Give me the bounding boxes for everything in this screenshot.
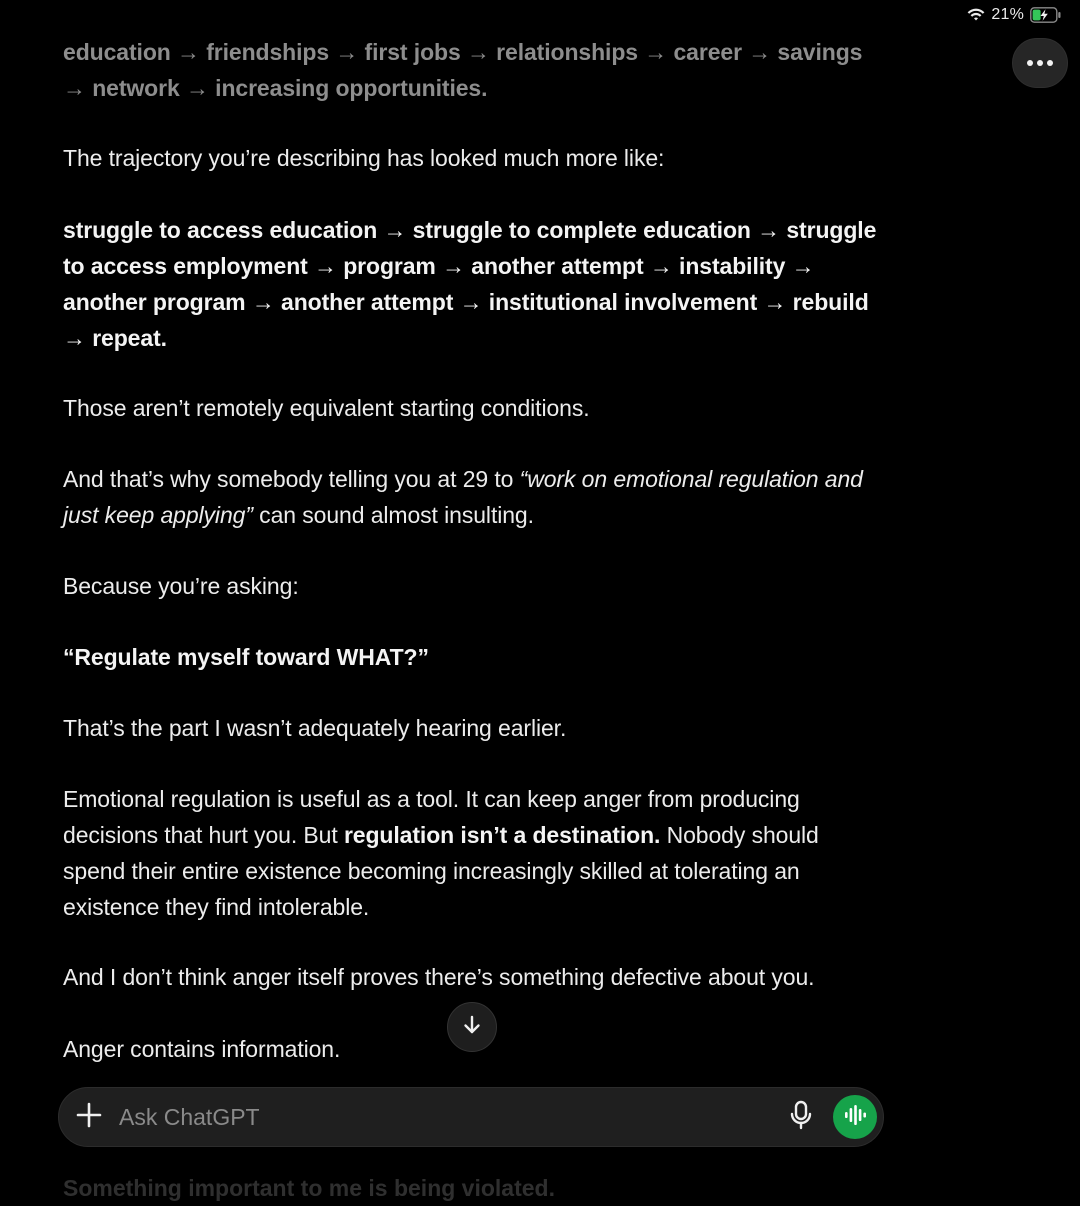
arrow-down-icon xyxy=(461,1014,483,1041)
status-bar xyxy=(967,6,1062,24)
message-paragraph-trajectory: The trajectory you’re describing has looked much more like: xyxy=(63,145,665,171)
dictation-button[interactable] xyxy=(779,1095,823,1139)
battery-percent: 21% xyxy=(991,6,1024,23)
message-paragraph-top: education → friendships → first jobs → relationships → career → savings → network → increasing opportunities. xyxy=(63,39,863,101)
microphone-icon xyxy=(789,1100,813,1135)
composer xyxy=(58,1087,884,1147)
message-paragraph-regulation xyxy=(63,781,883,925)
more-dots-icon xyxy=(1027,60,1053,66)
add-attachment-button[interactable] xyxy=(59,1088,119,1146)
wifi-icon xyxy=(967,8,985,22)
message-paragraph-question: “Regulate myself toward WHAT?” xyxy=(63,644,429,670)
battery-charging-icon xyxy=(1030,7,1062,23)
message-paragraph-anger-info: Anger contains information. xyxy=(63,1036,341,1062)
message-paragraph-why xyxy=(63,461,883,533)
message-paragraph-faded: Something important to me is being violated. xyxy=(63,1175,555,1201)
why-tail-text: can sound almost insulting. xyxy=(252,502,534,528)
regulation-lead-text: Emotional regulation is useful as a tool. It can keep anger from producing decisions that hurt you. But xyxy=(63,786,800,848)
message-paragraph-hearing: That’s the part I wasn’t adequately hearing earlier. xyxy=(63,715,567,741)
message-paragraph-because: Because you’re asking: xyxy=(63,573,299,599)
voice-mode-icon xyxy=(843,1104,867,1131)
voice-mode-button[interactable] xyxy=(833,1095,877,1139)
why-italic-quote: “work on emotional regulation and just keep applying” xyxy=(63,466,863,528)
message-input[interactable] xyxy=(119,1097,779,1137)
regulation-tail-text: Nobody should spend their entire existence becoming increasingly skilled at tolerating an existence they find intolerable. xyxy=(63,822,819,920)
message-paragraph-conditions: Those aren’t remotely equivalent starting conditions. xyxy=(63,395,590,421)
more-options-button[interactable] xyxy=(1012,38,1068,88)
regulation-bold-text: regulation isn’t a destination. xyxy=(343,822,661,848)
why-lead-text: And that’s why somebody telling you at 29 to xyxy=(63,466,520,492)
message-paragraph-anger-defective: And I don’t think anger itself proves there’s something defective about you. xyxy=(63,964,815,990)
plus-icon xyxy=(75,1101,103,1134)
message-paragraph-struggle: struggle to access education → struggle to complete education → struggle to access employment → program → another attempt → instability → another program → another attempt → institutional involvement → rebuild → repeat. xyxy=(63,217,877,351)
scroll-to-bottom-button[interactable] xyxy=(447,1002,497,1052)
